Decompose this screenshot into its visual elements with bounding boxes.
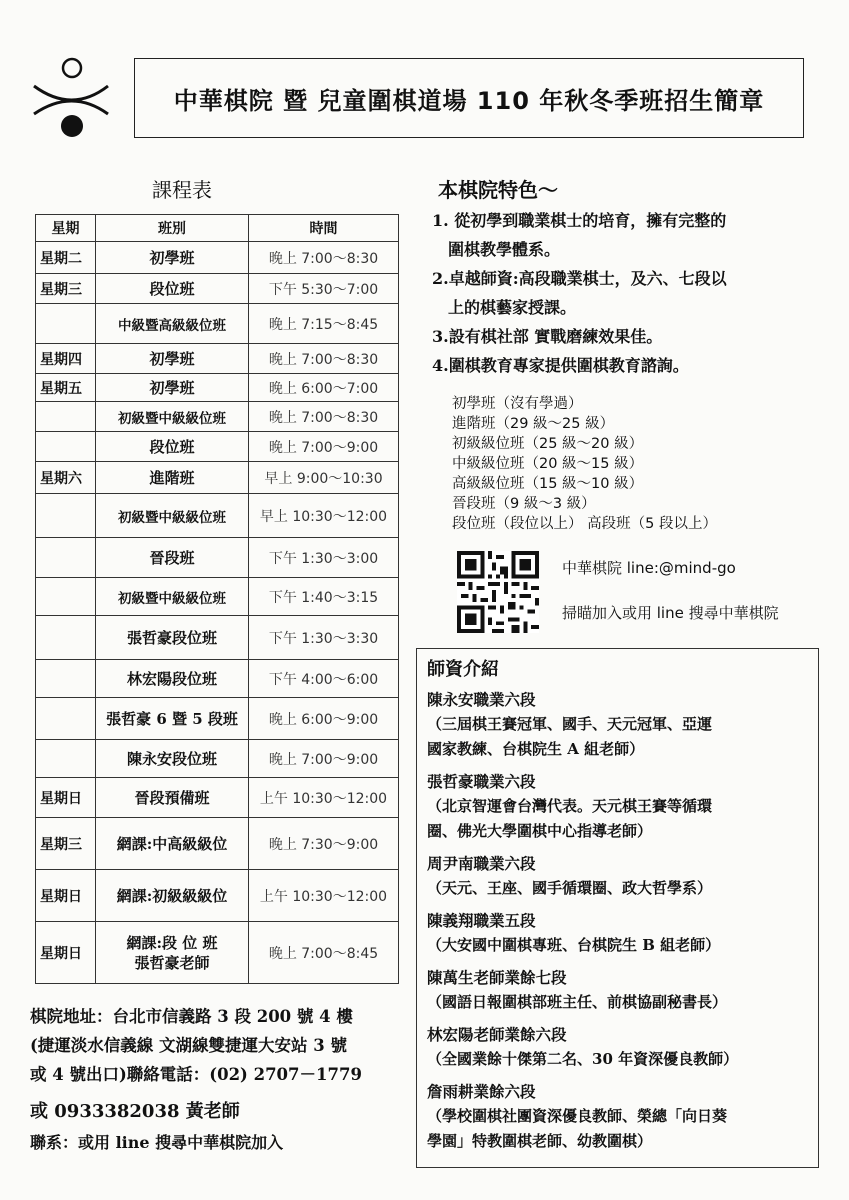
features-title: 本棋院特色～ [438, 178, 558, 202]
feature-line: 1. 從初學到職業棋士的培育，擁有完整的 [432, 211, 727, 230]
teacher-item [427, 851, 810, 901]
level-item: 初級級位班（25 級～20 級） [452, 436, 644, 452]
time-cell: 晚上 7:15～8:45 [249, 304, 399, 344]
table-header-row [36, 215, 399, 242]
table-row [36, 538, 399, 578]
time-cell: 下午 5:30～7:00 [249, 274, 399, 304]
time-cell: 下午 1:30～3:00 [249, 538, 399, 578]
day-cell [36, 660, 96, 698]
address-line: 棋院地址：台北市信義路 3 段 200 號 4 樓 [30, 1007, 353, 1026]
levels-list [452, 394, 717, 534]
teacher-section-title: 師資介紹 [427, 659, 499, 680]
teacher-item [427, 687, 810, 762]
logo-icon [28, 52, 112, 142]
table-row [36, 402, 399, 432]
table-row [36, 242, 399, 274]
table-row [36, 698, 399, 740]
time-cell: 早上 10:30～12:00 [249, 494, 399, 538]
table-row [36, 870, 399, 922]
page-title: 中華棋院 暨 兒童圍棋道場 110 年秋冬季班招生簡章 [134, 58, 804, 138]
day-cell [36, 402, 96, 432]
class-cell: 林宏陽段位班 [96, 660, 249, 698]
class-cell: 初級暨中級級位班 [96, 402, 249, 432]
table-row [36, 304, 399, 344]
day-cell: 星期三 [36, 274, 96, 304]
line-scan-text: 掃瞄加入或用 line 搜尋中華棋院 [562, 604, 779, 622]
feature-item [432, 206, 832, 264]
teacher-desc: （全國業餘十傑第二名、30 年資深優良教師） [427, 1050, 739, 1068]
teacher-item [427, 769, 810, 844]
level-item: 高級級位班（15 級～10 級） [452, 476, 644, 492]
teacher-item [427, 965, 810, 1015]
time-cell: 晚上 6:00～7:00 [249, 374, 399, 402]
schedule-caption: 課程表 [152, 178, 212, 202]
time-cell: 晚上 7:00～9:00 [249, 740, 399, 778]
class-cell: 段位班 [96, 432, 249, 462]
teacher-section [416, 648, 819, 1168]
feature-line: 3.設有棋社部 實戰磨練效果佳。 [432, 327, 663, 346]
day-cell [36, 432, 96, 462]
feature-line: 4.圍棋教育專家提供圍棋教育諮詢。 [432, 356, 689, 375]
class-cell: 初級暨中級級位班 [96, 578, 249, 616]
day-cell [36, 578, 96, 616]
teacher-desc: （學校圍棋社團資深優良教師、榮總「向日葵 學園」特教圍棋老師、幼教圍棋） [427, 1107, 728, 1150]
teacher-desc: （三屆棋王賽冠軍、國手、天元冠軍、亞運 國家教練、台棋院生 A 組老師） [427, 715, 713, 758]
teacher-name: 陳義翔職業五段 [427, 911, 536, 930]
day-cell: 星期二 [36, 242, 96, 274]
table-row [36, 462, 399, 494]
contact-line: 聯系：或用 line 搜尋中華棋院加入 [30, 1133, 284, 1152]
time-cell: 晚上 7:00～9:00 [249, 432, 399, 462]
time-cell: 下午 1:30～3:30 [249, 616, 399, 660]
table-row [36, 778, 399, 818]
teacher-name: 林宏陽老師業餘六段 [427, 1025, 567, 1044]
table-row [36, 922, 399, 984]
day-cell [36, 698, 96, 740]
class-cell: 初學班 [96, 344, 249, 374]
table-row [36, 616, 399, 660]
teacher-name: 詹雨耕業餘六段 [427, 1082, 536, 1101]
address-line: (捷運淡水信義線 文湖線雙捷運大安站 3 號 [30, 1036, 348, 1055]
class-cell: 中級暨高級級位班 [96, 304, 249, 344]
time-cell: 晚上 7:00～8:30 [249, 344, 399, 374]
level-item: 中級級位班（20 級～15 級） [452, 456, 644, 472]
day-cell: 星期三 [36, 818, 96, 870]
teacher-name: 周尹南職業六段 [427, 854, 536, 873]
day-cell [36, 616, 96, 660]
header-time: 時間 [249, 215, 399, 242]
table-row [36, 344, 399, 374]
address-block [30, 1002, 410, 1126]
class-cell: 初學班 [96, 242, 249, 274]
line-id-text: 中華棋院 line:@mind-go [562, 559, 736, 577]
level-item: 晉段班（9 級～3 級） [452, 496, 596, 512]
class-cell: 陳永安段位班 [96, 740, 249, 778]
teacher-desc: （天元、王座、國手循環圈、政大哲學系） [427, 879, 713, 897]
class-cell: 初級暨中級級位班 [96, 494, 249, 538]
table-row [36, 494, 399, 538]
teacher-item [427, 1022, 810, 1072]
time-cell: 晚上 7:00～8:45 [249, 922, 399, 984]
time-cell: 晚上 7:00～8:30 [249, 402, 399, 432]
class-cell: 張哲豪 6 暨 5 段班 [96, 698, 249, 740]
table-row [36, 432, 399, 462]
class-cell: 網課:中高級級位 [96, 818, 249, 870]
feature-line: 圍棋教學體系。 [448, 240, 561, 259]
time-cell: 下午 4:00～6:00 [249, 660, 399, 698]
class-cell: 段位班 [96, 274, 249, 304]
teacher-item [427, 1079, 810, 1154]
class-cell: 張哲豪段位班 [96, 616, 249, 660]
features-list [432, 206, 832, 380]
schedule-table [35, 214, 399, 984]
day-cell: 星期日 [36, 922, 96, 984]
day-cell [36, 494, 96, 538]
class-cell: 進階班 [96, 462, 249, 494]
day-cell [36, 538, 96, 578]
time-cell: 早上 9:00～10:30 [249, 462, 399, 494]
table-row [36, 660, 399, 698]
teacher-name: 陳永安職業六段 [427, 690, 536, 709]
table-row [36, 374, 399, 402]
table-row [36, 740, 399, 778]
class-cell: 晉段預備班 [96, 778, 249, 818]
day-cell: 星期四 [36, 344, 96, 374]
teacher-item [427, 908, 810, 958]
teacher-name: 張哲豪職業六段 [427, 772, 536, 791]
feature-line: 上的棋藝家授課。 [448, 298, 577, 317]
time-cell: 上午 10:30～12:00 [249, 778, 399, 818]
address-line: 或 4 號出口)聯絡電話：(02) 2707－1779 [30, 1065, 362, 1084]
day-cell [36, 304, 96, 344]
day-cell [36, 740, 96, 778]
level-item: 段位班（段位以上） 高段班（5 段以上） [452, 516, 717, 532]
feature-item [432, 351, 832, 380]
feature-line: 2.卓越師資:高段職業棋士，及六、七段以 [432, 269, 727, 288]
time-cell: 晚上 6:00～9:00 [249, 698, 399, 740]
feature-item [432, 322, 832, 351]
table-row [36, 578, 399, 616]
day-cell: 星期日 [36, 778, 96, 818]
time-cell: 上午 10:30～12:00 [249, 870, 399, 922]
table-row [36, 274, 399, 304]
day-cell: 星期六 [36, 462, 96, 494]
feature-item [432, 264, 832, 322]
teacher-line: 張哲豪老師 [134, 953, 210, 972]
class-cell: 網課:初級級級位 [96, 870, 249, 922]
level-item: 初學班（沒有學過） [452, 396, 583, 412]
mobile-phone: 或 0933382038 黃老師 [30, 1101, 240, 1122]
class-line: 網課:段 位 班 [126, 933, 218, 952]
class-cell: 初學班 [96, 374, 249, 402]
day-cell: 星期日 [36, 870, 96, 922]
teacher-desc: （國語日報圍棋部班主任、前棋協副秘書長） [427, 993, 728, 1011]
header-day: 星期 [36, 215, 96, 242]
time-cell: 晚上 7:00～8:30 [249, 242, 399, 274]
day-cell: 星期五 [36, 374, 96, 402]
class-cell: 晉段班 [96, 538, 249, 578]
teacher-desc: （北京智運會台灣代表。天元棋王賽等循環 圈、佛光大學圍棋中心指導老師） [427, 797, 713, 840]
teacher-desc: （大安國中圍棋專班、台棋院生 B 組老師） [427, 936, 721, 954]
time-cell: 下午 1:40～3:15 [249, 578, 399, 616]
header-class: 班別 [96, 215, 249, 242]
level-item: 進階班（29 級～25 級） [452, 416, 615, 432]
class-cell [96, 922, 249, 984]
table-row [36, 818, 399, 870]
time-cell: 晚上 7:30～9:00 [249, 818, 399, 870]
qr-code-icon[interactable] [456, 551, 540, 633]
teacher-name: 陳萬生老師業餘七段 [427, 968, 567, 987]
